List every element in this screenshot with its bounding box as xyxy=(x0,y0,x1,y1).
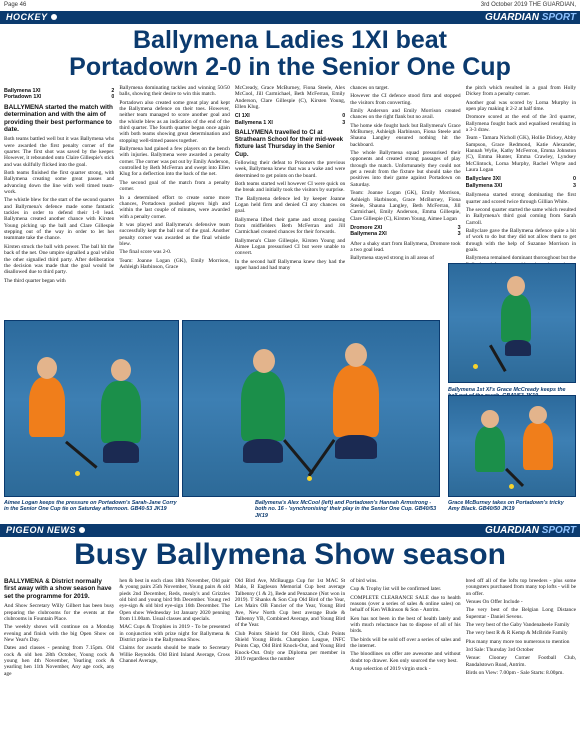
caption-left-bottom: Aimee Logan keeps the pressure on Portadown's Sarah-Jane Corry in the Senior One Cup tie on Saturday afternoon. GB40-53 JK19 xyxy=(4,500,177,513)
score-line xyxy=(4,94,114,100)
paragraph: Venue: Clooney Corner Football Club, Randalstown Road, Antrim. xyxy=(465,655,577,668)
paragraph: Ballymena had gained a few players on the bench with injuries. Ballymena were awarded a penalty corner. The corner was put out by Emily Anderson, controlled by Beth McFerran and swept into Ellen Klug for a deflection into the back of the net. xyxy=(119,146,230,178)
paragraph: Following their defeat to Prisoners the previous week, Ballymena knew that was a wake and were determined to get points on the board. xyxy=(234,159,346,179)
paragraph: COMPLETE CLEARANCE SALE due to health reasons (over a series of sales & online sales) on behalf of Ken Wilkinson & Son - Antrim. xyxy=(350,594,461,614)
hockey-col-1 xyxy=(4,85,114,317)
score-team: Ballymena 2XI xyxy=(350,231,387,238)
photo-aimee-logan xyxy=(4,320,179,497)
paragraph: Claims for awards should be made to Secretary Willie Reynolds. Old Bird Inland Average, Cross Channel Average, xyxy=(119,645,230,665)
paragraph: bred off all of the lofts top breeders - plus some youngsters purchased from many top lofts - will be on offer. xyxy=(465,578,577,597)
caption-right-bottom: Grace McBurney takes on Portadown's tricky Amy Black. GB40/50 JK19 xyxy=(448,500,564,513)
paragraph: Cup & Trophy list will be confirmed later. xyxy=(350,586,442,593)
paragraph: Dates and classes - penning from 7.15pm. Old cock & old hen 28th October, Young cock & young hen 4th November, Yearling cock & yearling hen 11th November, Any age cock, any age xyxy=(4,645,115,677)
paragraph: MAC Cups & Trophies in 2019 - To be presented in conjunction with prize night for Ballymena & District prize in the Ballymena Show. xyxy=(119,624,230,644)
score-line xyxy=(466,183,576,189)
score-line xyxy=(350,231,460,237)
masthead-guardian: GUARDIAN xyxy=(485,525,539,536)
paragraph: Ken has not been in the best of health lately and with much reluctance has to dispose of all of his birds. xyxy=(350,615,461,635)
paragraph: McCready, Grace McBurney, Fiona Steele, Alex McCool, Jill Carmichael, Beth McFerran, Emily Anderson, Clare Gillespie (C), Kirsten Young, Ellen Klug. xyxy=(234,85,346,111)
paragraph: Emily Anderson and Emily Morrison created chances on the right flank but no avail. xyxy=(350,108,461,121)
paragraph: Team - Tamara Nicholl (GK), Hollie Dickey, Abby Sampson, Grace Redmond, Katie Alexander, Hannah Wylie, Kathy McFerron, Emma Johnston (C), Emma Hunter, Emma Crawley, Lyndsey McClintock, Lorna Murphy, Rachel Whyte and Laura Logan xyxy=(465,135,577,174)
paragraph: of bird wins. xyxy=(350,578,378,584)
pigeon-col-5 xyxy=(466,578,576,736)
paragraph: The second goal of the match from a penalty corner. xyxy=(119,179,230,193)
score-goals: 3 xyxy=(457,231,461,238)
hockey-section-bar xyxy=(0,11,580,24)
score-box-1 xyxy=(4,88,114,101)
paragraph: chances on target. xyxy=(350,85,389,91)
page-number: Page 46 xyxy=(4,2,27,8)
hockey-headline xyxy=(0,27,580,81)
score-team: CI 1XI xyxy=(234,113,250,120)
paragraph: The weekly shows will continue on a Monday evening and finish with the big Open Show on New Year's Day. xyxy=(4,624,115,643)
paragraph: Venues On Offer Include - xyxy=(465,599,523,606)
score-box-2 xyxy=(235,113,345,126)
photo-grace-mcburney xyxy=(448,395,576,497)
score-goals: 0 xyxy=(342,113,346,120)
paragraph: The home side fought back but Ballymena's Grace McBurney, Ashleigh Harbinson, Fiona Steele and Shauna Langley ensured nothing hit the backboard. xyxy=(350,122,461,148)
pigeon-col-2 xyxy=(119,578,229,736)
paragraph: The birds will be sold off over a series of sales and the internet. xyxy=(350,636,461,650)
paragraph: In a determined effort to create some more chances, Portadown pushed players high and within the last couple of minutes, were awarded with a penalty corner. xyxy=(119,194,230,220)
pigeon-article-columns xyxy=(4,578,576,736)
paragraph: In the second half Ballymena knew they had the upper hand and had many xyxy=(234,258,346,272)
paragraph: Ballymena remained dominant thoroughout but the xyxy=(465,255,577,262)
score-line xyxy=(235,120,345,126)
paragraph: And Show Secretary Willy Gilbert has been busy preparing the clubrooms for the events at the clubrooms in Fountain Place. xyxy=(4,603,115,622)
pigeon-headline: Busy Ballymena Show season xyxy=(74,538,506,571)
paragraph: Team: Joanne Logan (GK), Emily Morrison, Ashleigh Harbinson, Grace McBurney, Fiona Steele, Shauna Langley, Beth McFerran, Jill Carmichael, Emily Anderson, Emma Gillespie, Clare Gillespie (C), Kirsten Young, Aimee Logan xyxy=(350,190,461,222)
hockey-headline-line1: Ballymena Ladies 1XI beat xyxy=(132,26,448,54)
paragraph: Dromore scored at the end of the 3rd quarter, Ballymena fought back and equalised resulting in a 3-3 draw. xyxy=(465,114,577,134)
paragraph: Ballymena started strong dominating the first quarter and scored twice through Gillian White. xyxy=(465,192,577,205)
score-goals: 0 xyxy=(111,94,115,101)
paragraph: Both teams started well however CI were quick on the break and initially took the visitors by surprise. xyxy=(234,180,346,194)
pigeon-col-3 xyxy=(235,578,345,736)
masthead-sport: SPORT xyxy=(541,525,576,536)
score-team: Ballymena 1 XI xyxy=(234,119,273,126)
paragraph: A top selection of 2019 virgin stock - xyxy=(350,666,431,673)
caption-right-top: Ballymena 1st XI's Grace McCready keeps the xyxy=(448,387,566,393)
hockey-col-3 xyxy=(235,85,345,317)
paragraph: Another goal was scored by Lorna Murphy in open play making it 2-2 at half time. xyxy=(465,99,577,113)
hockey-lede: BALLYMENA started the match with determination and with the aim of providing their best performance to date. xyxy=(4,103,113,133)
hockey-subhead: BALLYMENA travelled to CI at Strathearn School for their mid-week fixture last Thursday in the Senior Cup. xyxy=(234,129,344,158)
photo-grace-mccready xyxy=(448,263,576,383)
paragraph: The very best of the Gaby Vandenabeele Family xyxy=(465,622,570,629)
paragraph: Old Bird Ave, McBaugga Cup for 1st MAC St Malo, B Eagleson Memorial Cup best average Talbenny (1 & 2), Bede and Penzance (Not won in 2019). T Shanks & Son Cup Old Bird of the Year, Les Mairs OB Fancier of the Year, Young Bird Ave, New North Cup best average Bude & Talbenny YB, Combined Average, and Young Bird of the Year. xyxy=(234,578,346,629)
paragraph: 3rd Sale: Thursday 3rd October xyxy=(465,647,534,654)
paragraph: The Ballymena defence led by keeper Joanne Logan held firm and denied CI any chances on goal. xyxy=(234,195,346,215)
score-team: Ballyclare 3XI xyxy=(465,176,501,183)
score-team: Portadown 1XI xyxy=(4,94,42,101)
score-box-4 xyxy=(466,176,576,189)
paragraph: Ballymena lifted their game and strong passing from midfielders Beth McFerran and Jill Carmichael created chances for their forwards. xyxy=(234,216,346,236)
score-team: Ballymena 3XI xyxy=(465,182,503,189)
paragraph: The second quarter started the same which resulted in Ballymena's third goal coming from Sarah Carroll. xyxy=(465,206,577,226)
pigeon-col-1 xyxy=(4,578,114,736)
hockey-section-tag xyxy=(0,11,63,24)
paragraph: Club Points Shield for Old Birds, Club Points Shield Young Birds. Champion League, INFC Points Cup, Old Bird Knock-Out, and Young Bird Knock-Out. Only one Diploma per member in 2019 regardless the number xyxy=(234,630,346,663)
paragraph: It was played and Ballymena's defensive team successfully kept the ball out of the goal. Another penalty corner was awarded as the final whistle blew. xyxy=(119,221,230,247)
score-goals: 0 xyxy=(573,176,577,183)
score-goals: 3 xyxy=(573,182,577,189)
paragraph: The whole Ballymena squad pressurised their opponents and created strong passages of play through the match. Unfortunately they could not get a result from the fixture but should take the positives into their game against Portadown on Saturday. xyxy=(350,150,461,188)
score-goals: 3 xyxy=(457,224,461,231)
paper-date: 3rd October 2019 THE GUARDIAN, xyxy=(480,2,576,8)
paragraph: The third quarter began with xyxy=(4,277,66,284)
paragraph: Both teams battled well but it was Ballymena who were awarded the first penalty corner of the quarter. The first shot was saved by the keeper. However, it rebounded onto Claire Gillespie's stick and was skilfully flicked into the goal. xyxy=(4,136,115,168)
hockey-headline-line2: Portadown 2-0 in the Senior One Cup xyxy=(69,53,511,81)
masthead-guardian: GUARDIAN xyxy=(485,12,539,23)
hockey-section-label: HOCKEY xyxy=(6,12,48,22)
score-team: Ballymena 1XI xyxy=(4,88,41,94)
paragraph: After a shaky start from Ballymena, Dromore took a two goal lead. xyxy=(350,240,461,253)
score-goals: 2 xyxy=(111,88,115,94)
paragraph: The very best of the Belgian Long Distance Superstar - Daniel Sevens. xyxy=(465,607,577,620)
hockey-col-4 xyxy=(350,85,460,317)
hockey-masthead xyxy=(485,11,576,24)
paragraph: The bloodlines on offer are awesome and without doubt top drawer. Ken only sourced the very best. xyxy=(350,651,461,664)
paragraph: hen & best in each class 18th November, Old pair & young pairs 25th November, Young pairs & old pieds 2nd December, Reds, mealy's and Grizzles old bird and young bird 9th December. Young red eye-sign & old bird eye-sign 16th December. The Open show Wednesday 1st January 2020 penning from 11.00am. Usual classes and specials. xyxy=(119,578,230,623)
score-box-3 xyxy=(350,225,460,238)
masthead-sport: SPORT xyxy=(541,12,576,23)
paragraph: However the CI defence stood firm and stopped the visitors from converting. xyxy=(350,93,461,106)
paragraph: Both teams finished the first quarter strong, with Ballymena creating some great passes and advancing down the line with well timed team-work. xyxy=(4,170,115,196)
paragraph: Ballyclare gave the Ballymena defence quite a bit of work to do but they did not allow them to get through with the help of Suzanne Morrison in goals. xyxy=(465,227,577,253)
pigeon-section-tag xyxy=(0,524,91,537)
pigeon-col-4 xyxy=(350,578,460,736)
paragraph: Ballymena's Clare Gillespie, Kirsten Young and Aimee Logan pressurised CI but were unable to convert. xyxy=(234,237,346,257)
paragraph: the pitch which resulted in a goal from Holly Dickey from a penalty corner. xyxy=(465,85,577,98)
paragraph: Kirsten struck the ball with power. The ball hit the back of the net. One umpire signalled a goal whilst the other signalled third party. After deliberation the decision was made that the goal would be disallowed due to third party. xyxy=(4,243,115,276)
paragraph: Team: Joanne Logan (GK), Emily Morrison, Ashleigh Harbinson, Grace xyxy=(119,257,230,270)
paragraph: Birds on View: 7.00pm - Sale Starts: 8.00pm. xyxy=(465,670,564,677)
score-team: Dromore 2XI xyxy=(350,224,383,231)
paragraph: The very best R & R Kemp & McBride Family xyxy=(465,630,568,637)
paragraph: The final score was 2-0. xyxy=(119,249,172,256)
photo-alex-mccool xyxy=(182,320,440,497)
pigeon-masthead xyxy=(485,524,576,537)
paragraph: Portadown also created some great play and kept the Ballymena defence on their toes. However, neither team managed to score another goal and the whistle blew as an indication of the end of the third quarter. The fourth quarter began once again with both teams showing great determination and stopping well-timed passes together. xyxy=(119,99,230,144)
caption-middle-bottom: Ballymena's Alex McCool (left) and Portadown's Hannah Armstrong - both no. 16 - 'synchronising' their play in the Senior One Cup. GB40/53 JK19 xyxy=(255,500,437,519)
hockey-ball-icon xyxy=(51,14,57,20)
pigeon-bird-icon xyxy=(79,527,85,533)
paragraph: Plus many many more too numerous to mention xyxy=(465,638,570,645)
pigeon-section-label: PIGEON NEWS xyxy=(6,525,77,535)
pigeon-section-bar xyxy=(0,524,580,537)
score-goals: 3 xyxy=(342,119,346,126)
paragraph: Ballymena stayed strong in all areas of xyxy=(350,255,435,262)
paragraph: The whistle blew for the start of the second quarter and Ballymena's defence made some fantastic tackles in order to defend their 1-0 lead. Ballymena created another chance with Kirsten Young picking up the ball and Clare Gillespie stepping out of the way in order to let her teammate take the chance. xyxy=(4,197,115,242)
paragraph: Ballymena dominating tackles and winning 50/50 balls, showing their desire to win this match. xyxy=(119,85,230,98)
hockey-col-2 xyxy=(119,85,229,317)
pigeon-lede: BALLYMENA & District normally first away with a show season have set the programme for 2019. xyxy=(4,578,112,600)
